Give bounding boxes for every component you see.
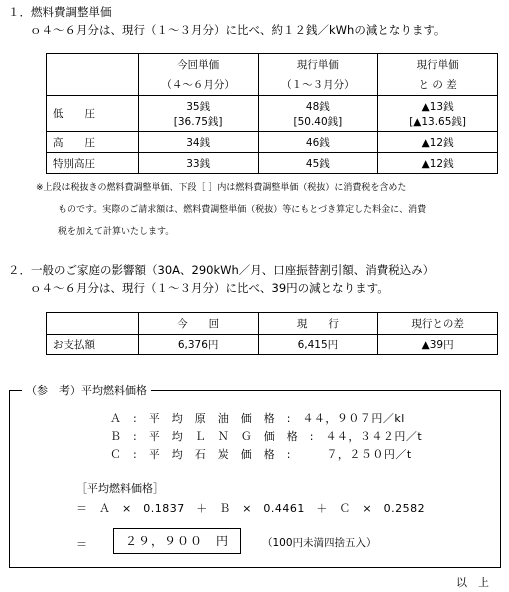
cell-previous: 46銭	[258, 132, 378, 153]
table-row	[47, 335, 498, 355]
reference-title: （参 考）平均燃料価格	[22, 382, 151, 398]
price-row-a: Ａ : 平 均 原 油 価 格 : ４４，９０７円／kl	[110, 412, 405, 425]
section2-title: ２．一般のご家庭の影響額（30A、290kWh／月、口座振替割引額、消費税込み）	[8, 263, 435, 277]
result-equals: ＝	[76, 538, 88, 551]
row-label-low: 低 圧	[47, 96, 139, 132]
cell-diff: ▲12銭	[378, 132, 498, 153]
header-current: 今回単価	[138, 54, 258, 75]
table-row	[47, 96, 498, 132]
cell-diff: ▲13銭 [▲13.65銭]	[378, 96, 498, 132]
header-previous: 現 行	[258, 313, 378, 335]
formula: ＝ Ａ × 0.1837 ＋ Ｂ × 0.4461 ＋ Ｃ × 0.2582	[76, 502, 426, 515]
header-previous-sub: （１～３月分）	[258, 75, 378, 96]
header-diff-sub: と の 差	[378, 75, 498, 96]
table-row	[47, 132, 498, 153]
unit-price-table	[46, 53, 498, 174]
cell-diff: ▲12銭	[378, 153, 498, 174]
price-row-b: Ｂ : 平 均 Ｌ Ｎ Ｇ 価 格 : ４４，３４２円／t	[110, 430, 423, 443]
note-line-2: ものです。実際のご請求額は、燃料費調整単価（税抜）等にもとづき算定した料金に、消費	[58, 205, 427, 215]
table-row	[47, 153, 498, 174]
row-label-high: 高 圧	[47, 132, 139, 153]
price-row-c: Ｃ : 平 均 石 炭 価 格 : ７，２５０円／t	[110, 448, 412, 461]
rounding-note: （100円未満四捨五入）	[262, 537, 377, 549]
row-label-extra-high: 特別高圧	[47, 153, 139, 174]
cell-current: 33銭	[138, 153, 258, 174]
result-value: ２９，９００ 円	[113, 528, 241, 554]
cell-previous: 48銭 [50.40銭]	[258, 96, 378, 132]
cell-current: 35銭 [36.75銭]	[138, 96, 258, 132]
section1-summary: ｏ４～６月分は、現行（１～３月分）に比べ、約１２銭／kWhの減となります。	[30, 23, 446, 37]
cell-diff: ▲39円	[378, 335, 498, 355]
table-corner	[47, 313, 139, 335]
table-corner	[47, 54, 139, 96]
cell-current: 34銭	[138, 132, 258, 153]
closing-mark: 以 上	[456, 576, 489, 589]
note-line-3: 税を加えて計算いたします。	[58, 227, 175, 237]
cell-current: 6,376円	[138, 335, 258, 355]
header-current-sub: （４～６月分）	[138, 75, 258, 96]
section2-summary: ｏ４～６月分は、現行（１～３月分）に比べ、39円の減となります。	[30, 281, 389, 295]
header-previous: 現行単価	[258, 54, 378, 75]
header-diff: 現行単価	[378, 54, 498, 75]
formula-label: ［平均燃料価格］	[76, 482, 164, 495]
header-current: 今 回	[138, 313, 258, 335]
cell-previous: 45銭	[258, 153, 378, 174]
note-line-1: ※上段は税抜きの燃料費調整単価、下段［ ］内は燃料費調整単価（税抜）に消費税を含めた	[36, 183, 407, 193]
household-impact-table	[46, 312, 498, 355]
row-label-payment: お支払額	[47, 335, 139, 355]
section1-title: １．燃料費調整単価	[8, 5, 112, 19]
header-diff: 現行との差	[378, 313, 498, 335]
cell-previous: 6,415円	[258, 335, 378, 355]
